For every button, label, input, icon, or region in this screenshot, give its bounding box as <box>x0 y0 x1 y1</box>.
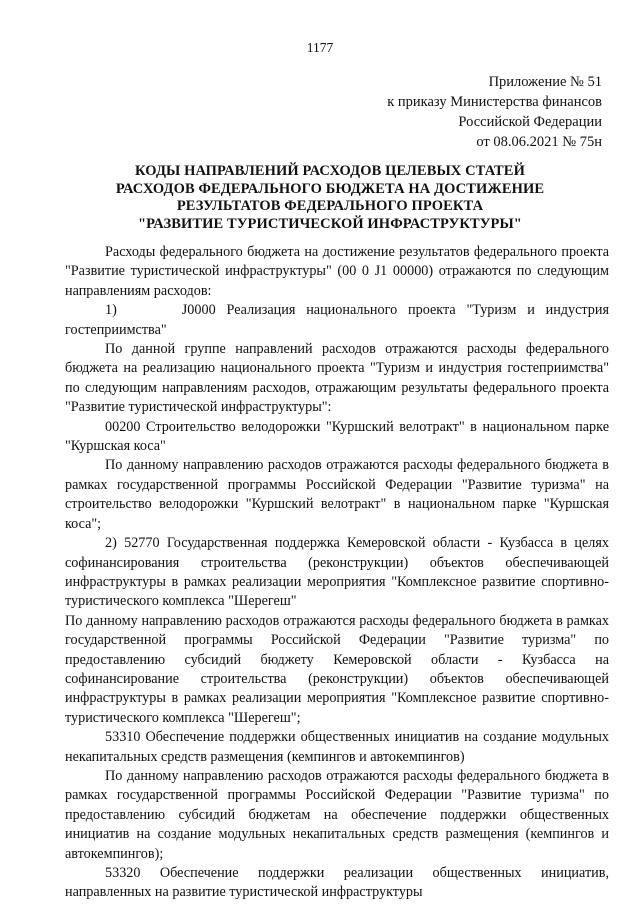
paragraph: 00200 Строительство велодорожки "Куршский велотракт" в национальном парке "Куршская коса" <box>65 418 609 455</box>
paragraph: 2) 52770 Государственная поддержка Кемеровской области - Кузбасса в целях софинансирования строительства (реконструкции) объектов обеспечивающей инфраструктуры в рамках реализации мероприятия "Комплексное развитие спортивно-туристического комплекса "Шерегеш" <box>65 535 609 610</box>
appendix-header <box>330 72 602 152</box>
paragraph: 1) J0000 Реализация национального проекта "Туризм и индустрия гостеприимства" <box>65 302 613 338</box>
document-body <box>65 243 613 903</box>
paragraph: По данной группе направлений расходов отражаются расходы федерального бюджета на реализацию национального проекта "Туризм и индустрия гостеприимства" по следующим направлениям расходов, отражающим результаты федерального проекта "Развитие туристической инфраструктуры": <box>65 341 609 416</box>
paragraph: 53320 Обеспечение поддержки реализации общественных инициатив, направленных на развитие туристической инфраструктуры <box>65 865 609 901</box>
appendix-line: к приказу Министерства финансов <box>387 94 602 110</box>
paragraph: По данному направлению расходов отражаются расходы федерального бюджета в рамках государственной программы Российской Федерации "Развитие туризма" на строительство велодорожки "Куршский велотракт" в национальном парке "Куршская коса"; <box>65 457 609 532</box>
title-line: "РАЗВИТИЕ ТУРИСТИЧЕСКОЙ ИНФРАСТРУКТУРЫ" <box>138 215 522 232</box>
paragraph: По данному направлению расходов отражаются расходы федерального бюджета в рамках государственной программы Российской Федерации "Развитие туризма" по предоставлению субсидий бюджету Кемеровской области - Кузбасса на софинансирование строительства (реконструкции) объектов обеспечивающей инфраструктуры в рамках реализации мероприятия "Комплексное развитие спортивно-туристического комплекса "Шерегеш"; <box>65 612 609 726</box>
title-line: РЕЗУЛЬТАТОВ ФЕДЕРАЛЬНОГО ПРОЕКТА <box>176 198 484 214</box>
document-title <box>60 163 600 233</box>
title-line: РАСХОДОВ ФЕДЕРАЛЬНОГО БЮДЖЕТА НА ДОСТИЖЕНИЕ <box>115 180 545 197</box>
appendix-line: Российской Федерации <box>458 114 602 130</box>
title-line: КОДЫ НАПРАВЛЕНИЙ РАСХОДОВ ЦЕЛЕВЫХ СТАТЕЙ <box>135 163 525 179</box>
paragraph: Расходы федерального бюджета на достижение результатов федерального проекта "Развитие туристической инфраструктуры" (00 0 J1 00000) отражаются по следующим направлениям расходов: <box>65 244 609 299</box>
paragraph: 53310 Обеспечение поддержки общественных инициатив на создание модульных некапитальных средств размещения (кемпингов и автокемпингов) <box>65 729 609 765</box>
appendix-line: Приложение № 51 <box>488 74 602 90</box>
page-number: 1177 <box>306 40 334 55</box>
paragraph: По данному направлению расходов отражаются расходы федерального бюджета в рамках государственной программы Российской Федерации "Развитие туризма" по предоставлению субсидий бюджетам на обеспечение поддержки общественных инициатив на создание модульных некапитальных средств размещения (кемпингов и автокемпингов); <box>65 767 609 862</box>
appendix-line: от 08.06.2021 № 75н <box>476 134 602 150</box>
